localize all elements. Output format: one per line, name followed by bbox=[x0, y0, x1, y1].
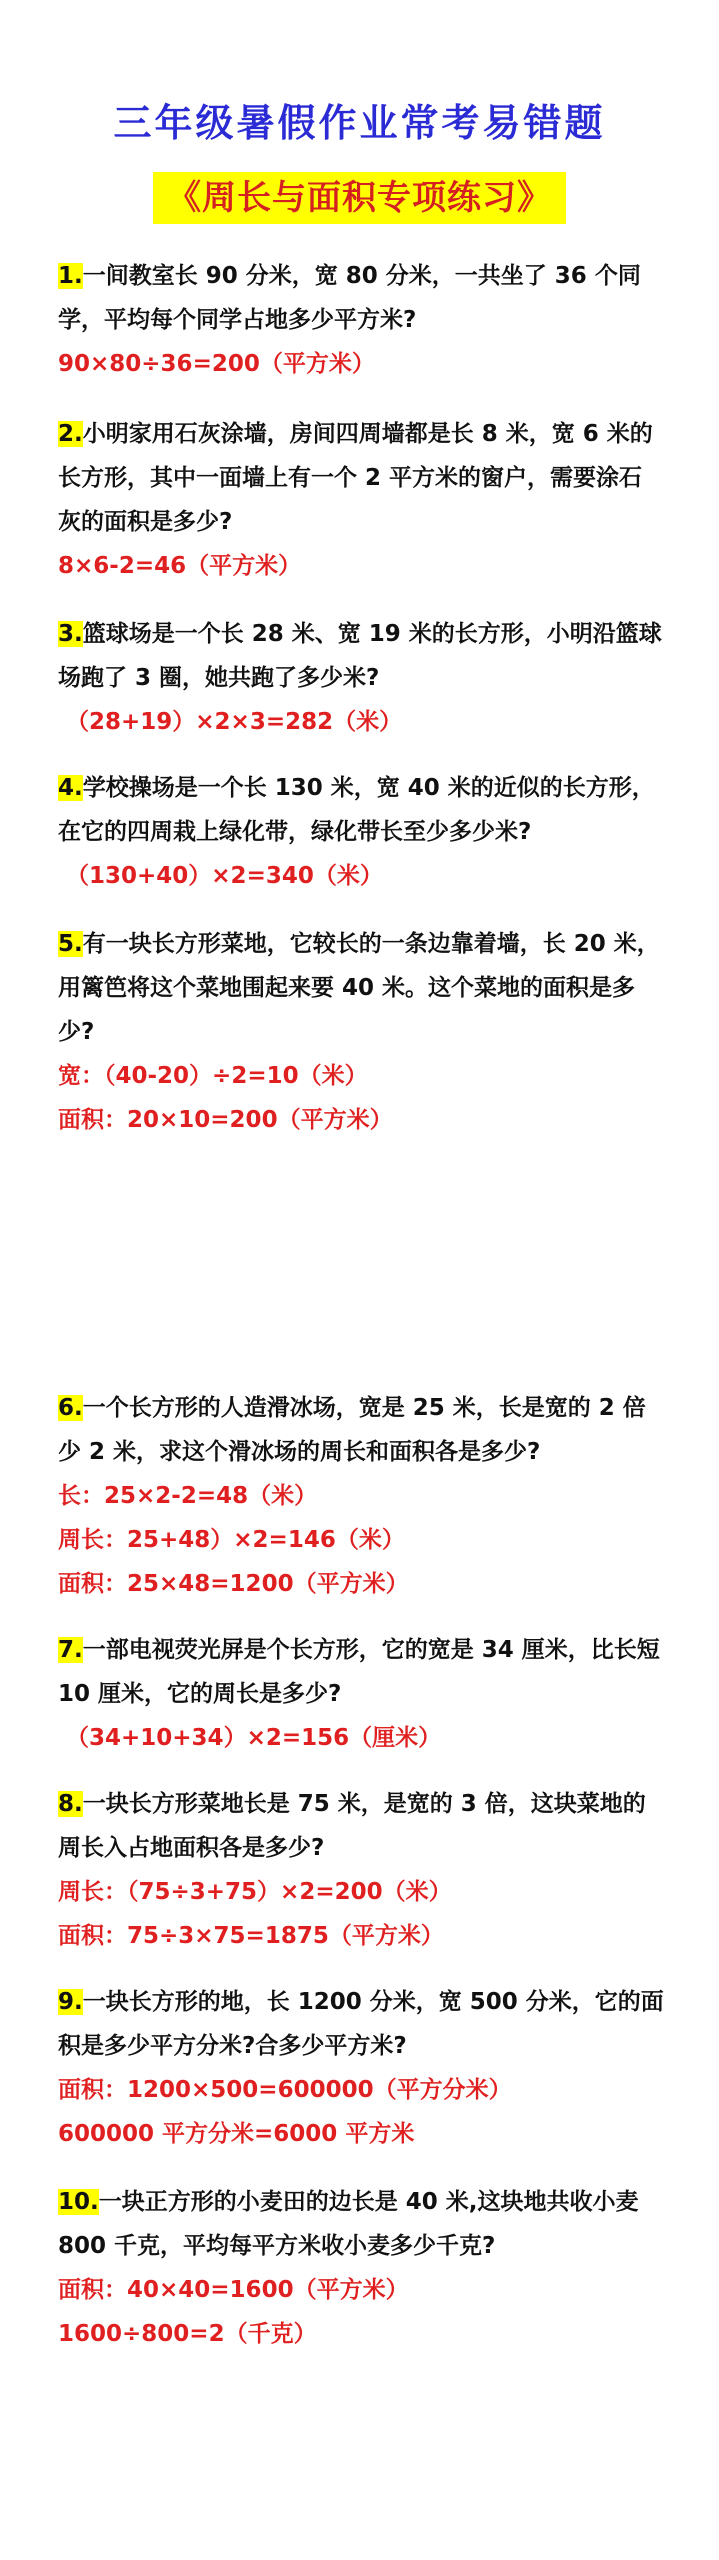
question bbox=[58, 1782, 664, 1870]
question bbox=[58, 766, 664, 854]
problem-7 bbox=[58, 1628, 664, 1760]
question bbox=[58, 412, 664, 544]
problem-number: 3. bbox=[58, 621, 83, 647]
question bbox=[58, 612, 664, 700]
answer-line: 面积：1200×500=600000（平方分米） bbox=[58, 2077, 512, 2103]
problem-9 bbox=[58, 1980, 664, 2156]
question-text: 有一块长方形菜地，它较长的一条边靠着墙，长 20 米，用篱笆将这个菜地围起来要 40 米。这个菜地的面积是多少? bbox=[58, 931, 660, 1045]
problem-number: 8. bbox=[58, 1791, 83, 1817]
question-text: 学校操场是一个长 130 米，宽 40 米的近似的长方形，在它的四周栽上绿化带，绿化带长至少多少米? bbox=[58, 775, 655, 845]
question-text: 一块长方形菜地长是 75 米，是宽的 3 倍，这块菜地的周长入占地面积各是多少? bbox=[58, 1791, 646, 1861]
question-text: 一个长方形的人造滑冰场，宽是 25 米，长是宽的 2 倍少 2 米，求这个滑冰场的周长和面积各是多少? bbox=[58, 1395, 646, 1465]
question bbox=[58, 922, 664, 1054]
question-text: 一间教室长 90 分米，宽 80 分米，一共坐了 36 个同学，平均每个同学占地多少平方米? bbox=[58, 263, 641, 333]
question-text: 篮球场是一个长 28 米、宽 19 米的长方形，小明沿篮球场跑了 3 圈，她共跑了多少米? bbox=[58, 621, 662, 691]
question bbox=[58, 254, 664, 342]
problem-5 bbox=[58, 922, 664, 1142]
problem-number: 2. bbox=[58, 421, 83, 447]
answer-line: （34+10+34）×2=156（厘米） bbox=[66, 1725, 442, 1751]
answer-line: 8×6-2=46（平方米） bbox=[58, 553, 302, 579]
question bbox=[58, 1980, 664, 2068]
answer-line: 周长：25+48）×2=146（米） bbox=[58, 1527, 405, 1553]
problem-10 bbox=[58, 2180, 664, 2356]
page-title: 三年级暑假作业常考易错题 bbox=[113, 101, 606, 145]
answer-line: 90×80÷36=200（平方米） bbox=[58, 351, 375, 377]
question-text: 小明家用石灰涂墙，房间四周墙都是长 8 米，宽 6 米的长方形，其中一面墙上有一个 2 平方米的窗户，需要涂石灰的面积是多少? bbox=[58, 421, 653, 535]
subtitle-banner bbox=[0, 172, 719, 224]
problem-number: 10. bbox=[58, 2189, 99, 2215]
answer-line: （130+40）×2=340（米） bbox=[66, 863, 383, 889]
question bbox=[58, 1628, 664, 1716]
answer-line: 1600÷800=2（千克） bbox=[58, 2321, 317, 2347]
problem-1 bbox=[58, 254, 664, 386]
answer-line: （28+19）×2×3=282（米） bbox=[66, 709, 403, 735]
answer-line: 面积：25×48=1200（平方米） bbox=[58, 1571, 409, 1597]
problem-6 bbox=[58, 1386, 664, 1606]
answer-line: 宽：（40-20）÷2=10（米） bbox=[58, 1063, 368, 1089]
answer-line: 长：25×2-2=48（米） bbox=[58, 1483, 318, 1509]
problem-3 bbox=[58, 612, 664, 744]
page-subtitle: 《周长与面积专项练习》 bbox=[153, 172, 566, 224]
answer-line: 面积：20×10=200（平方米） bbox=[58, 1107, 393, 1133]
question-text: 一部电视荧光屏是个长方形，它的宽是 34 厘米，比长短 10 厘米，它的周长是多少? bbox=[58, 1637, 660, 1707]
problem-4 bbox=[58, 766, 664, 898]
problem-number: 5. bbox=[58, 931, 83, 957]
question-text: 一块长方形的地，长 1200 分米，宽 500 分米，它的面积是多少平方分米?合多少平方米? bbox=[58, 1989, 664, 2059]
question bbox=[58, 1386, 664, 1474]
problem-number: 9. bbox=[58, 1989, 83, 2015]
problem-number: 7. bbox=[58, 1637, 83, 1663]
answer-line: 面积：40×40=1600（平方米） bbox=[58, 2277, 409, 2303]
answer-line: 面积：75÷3×75=1875（平方米） bbox=[58, 1923, 444, 1949]
problem-number: 6. bbox=[58, 1395, 83, 1421]
answer-line: 周长：（75÷3+75）×2=200（米） bbox=[58, 1879, 452, 1905]
problem-number: 4. bbox=[58, 775, 83, 801]
problem-2 bbox=[58, 412, 664, 588]
problem-8 bbox=[58, 1782, 664, 1958]
question-text: 一块正方形的小麦田的边长是 40 米,这块地共收小麦 800 千克，平均每平方米收小麦多少千克? bbox=[58, 2189, 639, 2259]
question bbox=[58, 2180, 664, 2268]
answer-line: 600000 平方分米=6000 平方米 bbox=[58, 2121, 415, 2147]
problem-number: 1. bbox=[58, 263, 83, 289]
